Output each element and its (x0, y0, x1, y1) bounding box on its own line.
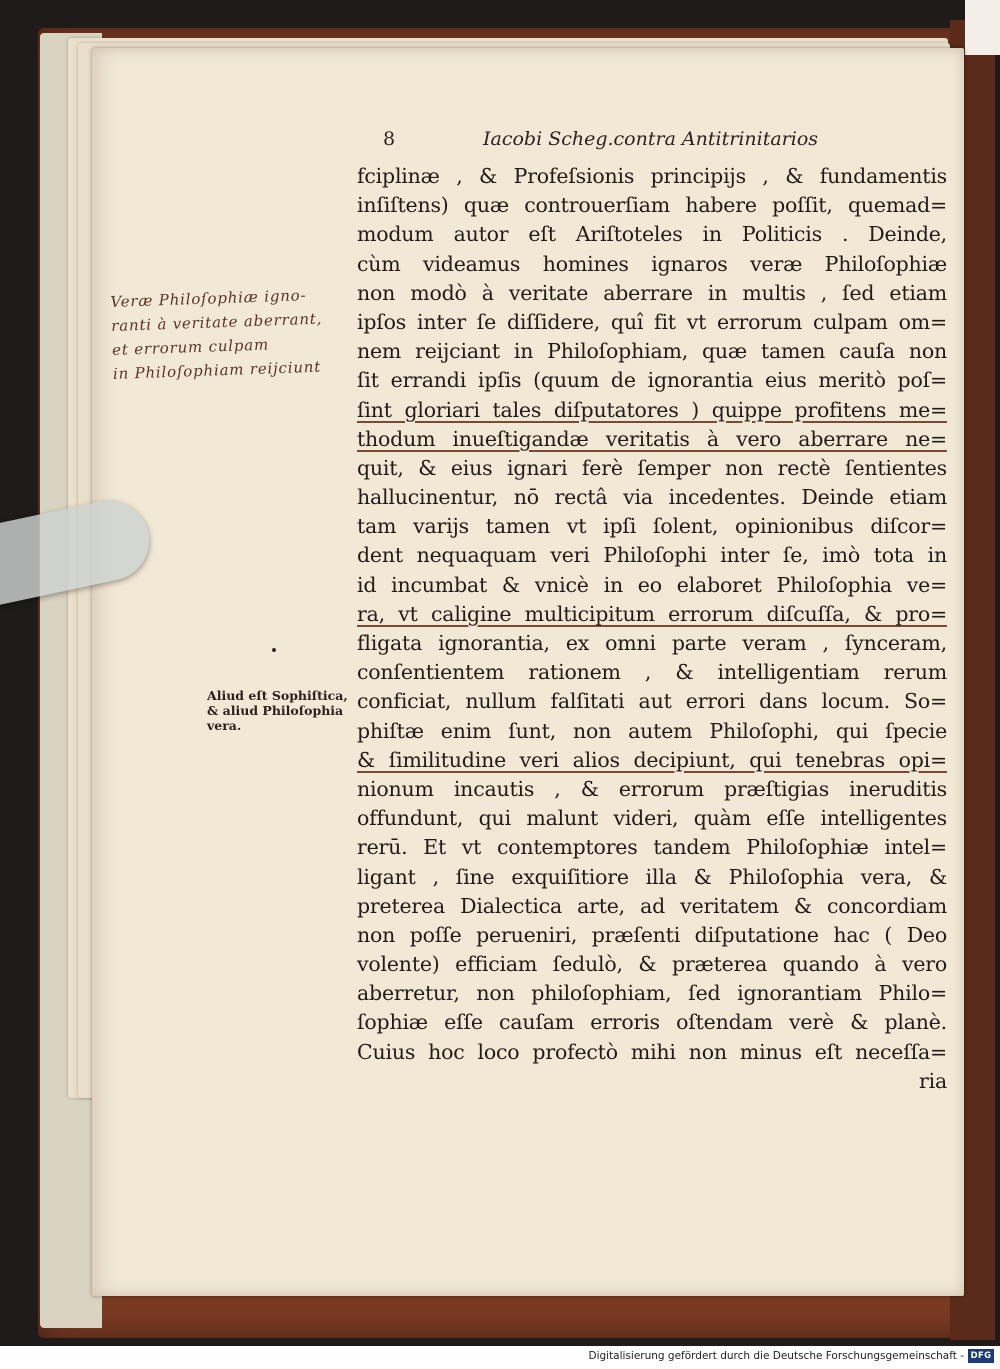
dfg-logo: DFG (968, 1349, 994, 1363)
text-line: ipſos inter ſe diſſidere, quî fit vt errorum culpam om= (357, 309, 947, 334)
marginal-note-line: vera. (207, 718, 242, 733)
text-line: conficiat, nullum falſitati aut errori dans locum. So= (357, 689, 947, 714)
page-number: 8 (383, 128, 396, 150)
running-head-title: Iacobi Scheg.contra Antitrinitarios (483, 128, 819, 150)
bookmark-paper-strip (965, 0, 1000, 55)
text-line: ſophiæ eſſe cauſam erroris oſtendam verè & planè. (357, 1010, 947, 1035)
text-line: modum autor eſt Ariſtoteles in Politicis . Deinde, (357, 222, 947, 247)
handwritten-line: in Philoſophiam reijciunt (112, 357, 322, 383)
text-line: ſit errandi ipſis (quum de ignorantia eius meritò poſ= (357, 368, 947, 393)
handwritten-line: Veræ Philoſophiæ igno- (110, 286, 307, 311)
text-line: quit, & eius ignari ferè ſemper non rectè ſentientes (357, 455, 947, 480)
running-head (383, 128, 843, 158)
text-line: conſentientem rationem , & intelligentiam rerum (357, 660, 947, 685)
funding-credit: Digitalisierung gefördert durch die Deutsche Forschungsgemeinschaft - (588, 1350, 964, 1362)
handwritten-annotation (110, 281, 361, 386)
text-line: dent nequaquam veri Philoſophi inter ſe, imò tota in (357, 543, 947, 568)
footer-bar (0, 1346, 1000, 1369)
text-line: ſint gloriari tales diſputatores ) quippe profitens me= (357, 397, 947, 422)
text-line: hallucinentur, nō rectâ via incedentes. Deinde etiam (357, 485, 947, 510)
text-line: offundunt, qui malunt videri, quàm eſſe intelligentes (357, 806, 947, 831)
text-line: Cuius hoc loco profectò mihi non minus eſt neceſſa= (357, 1039, 947, 1064)
text-line: fciplinæ , & Profeſsionis principijs , & fundamentis (357, 164, 947, 188)
text-line: inſiſtens) quæ controuerſiam habere poſſit, quemad= (357, 193, 947, 218)
text-line: aberretur, non philoſophiam, ſed ignorantiam Philo= (357, 981, 947, 1006)
marginal-note-line: & aliud Philoſophia (207, 703, 344, 718)
text-line: cùm videamus homines ignaros veræ Philoſophiæ (357, 251, 947, 276)
text-line: & ſimilitudine veri alios decipiunt, qui tenebras opi= (357, 747, 947, 772)
text-line: rerū. Et vt contemptores tandem Philoſophiæ intel= (357, 835, 947, 860)
ink-dot-mark (272, 648, 276, 652)
text-line: nionum incautis , & errorum præſtigias ineruditis (357, 776, 947, 801)
text-line: ligant , ſine exquiſitiore illa & Philoſophia vera, & (357, 864, 947, 889)
body-text (357, 162, 947, 1096)
text-line: phiſtæ enim ſunt, non autem Philoſophi, qui ſpecie (357, 718, 947, 743)
handwritten-line: ranti à veritate aberrant, (110, 309, 323, 335)
text-line: fligata ignorantia, ex omni parte veram , ſynceram, (357, 631, 947, 655)
text-line: volente) efficiam ſedulò, & præterea quando à vero (357, 952, 947, 977)
catchword: ria (919, 1068, 947, 1093)
text-line: ra, vt caligine multicipitum errorum diſcuſſa, & pro= (357, 601, 947, 626)
marginal-note-line: Aliud eſt Sophiſtica, (207, 688, 348, 703)
text-line: thodum inueſtigandæ veritatis à vero aberrare ne= (357, 426, 947, 451)
text-line: tam varijs tamen vt ipſi ſolent, opinionibus diſcor= (357, 514, 947, 539)
text-line: non poſſe perueniri, præſenti diſputatione hac ( Deo (357, 922, 947, 947)
text-line: non modò à veritate aberrare in multis , ſed etiam (357, 280, 947, 305)
text-line: preterea Dialectica arte, ad veritatem & concordiam (357, 893, 947, 918)
printed-marginal-note (207, 688, 352, 733)
text-line: nem reijciant in Philoſophiam, quæ tamen cauſa non (357, 339, 947, 364)
text-line: id incumbat & vnicè in eo elaboret Philoſophia ve= (357, 572, 947, 597)
handwritten-line: et errorum culpam (111, 335, 270, 359)
